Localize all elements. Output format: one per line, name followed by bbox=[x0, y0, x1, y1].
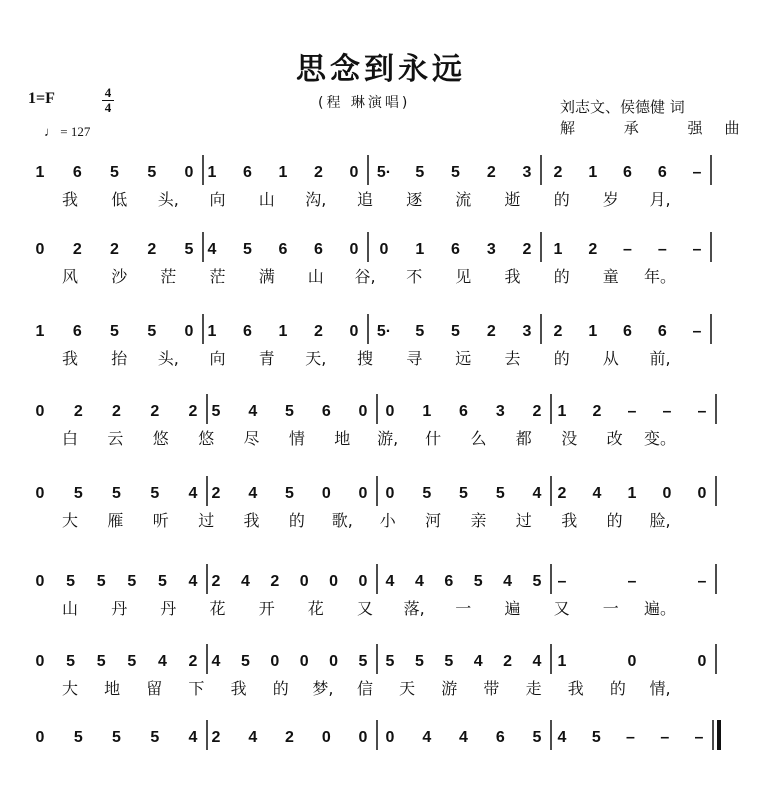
note: 5 bbox=[473, 573, 483, 590]
note: 4 bbox=[248, 729, 258, 746]
note: 6 bbox=[243, 323, 252, 340]
note: 5 bbox=[414, 653, 424, 670]
note: 5 bbox=[150, 729, 160, 746]
lyric-syllable: 茫 bbox=[160, 267, 177, 286]
note: 2 bbox=[285, 729, 294, 746]
lyric-syllable: 从 bbox=[602, 349, 619, 368]
lyric-syllable: 头, bbox=[157, 349, 179, 368]
note: 1 bbox=[278, 323, 288, 340]
lyric-syllable: 一 bbox=[455, 599, 472, 618]
note: 4 bbox=[532, 485, 542, 502]
lyric-syllable: 情 bbox=[288, 429, 305, 448]
note: 5 bbox=[358, 653, 368, 670]
note: 4 bbox=[557, 729, 567, 746]
note: 2 bbox=[503, 653, 513, 670]
lyric-syllable: 沟, bbox=[305, 190, 327, 209]
note: 4 bbox=[532, 653, 542, 670]
note: – bbox=[692, 323, 702, 340]
note: 1 bbox=[588, 164, 598, 181]
note: 0 bbox=[184, 323, 194, 340]
note: 0 bbox=[299, 573, 309, 590]
note: 4 bbox=[248, 485, 258, 502]
note: 4 bbox=[188, 485, 198, 502]
note: 2 bbox=[211, 573, 221, 590]
note: 0 bbox=[385, 403, 395, 420]
note: 2 bbox=[147, 241, 157, 258]
note: 5 bbox=[459, 485, 468, 502]
note: 0 bbox=[697, 653, 707, 670]
note: 5 bbox=[66, 573, 76, 590]
note: 2 bbox=[211, 485, 221, 502]
note: 6 bbox=[278, 241, 288, 258]
note: 1 bbox=[422, 403, 432, 420]
note: 0 bbox=[385, 485, 395, 502]
note: 1 bbox=[35, 323, 45, 340]
note: 5 bbox=[127, 653, 137, 670]
lyric-syllable: 风 bbox=[61, 267, 79, 286]
note: 1 bbox=[627, 485, 637, 502]
note: 6 bbox=[243, 164, 252, 181]
note: 2 bbox=[553, 164, 563, 181]
note: 5· bbox=[376, 323, 392, 340]
note: 5 bbox=[591, 729, 601, 746]
note: 2 bbox=[314, 323, 323, 340]
lyric-syllable: 我 bbox=[230, 679, 247, 698]
lyric-syllable: 头, bbox=[157, 190, 179, 209]
note: 5 bbox=[147, 323, 157, 340]
lyric-syllable: 的 bbox=[553, 190, 570, 209]
lyric-syllable: 都 bbox=[515, 429, 532, 448]
lyric-syllable: 逐 bbox=[406, 190, 423, 209]
note: 1 bbox=[35, 164, 45, 181]
note: – bbox=[692, 164, 702, 181]
lyric-syllable: 信 bbox=[356, 679, 374, 698]
note: 0 bbox=[321, 729, 331, 746]
lyric-syllable: 游, bbox=[377, 429, 399, 448]
note: 5 bbox=[112, 729, 121, 746]
note: 4 bbox=[473, 653, 483, 670]
note: 4 bbox=[592, 485, 602, 502]
note: 0 bbox=[358, 403, 368, 420]
lyric-syllable: 向 bbox=[209, 190, 226, 209]
lyric-syllable: 花 bbox=[307, 599, 324, 618]
lyric-syllable: 歌, bbox=[331, 511, 353, 530]
note: 0 bbox=[697, 485, 707, 502]
note: 3 bbox=[495, 403, 505, 420]
lyric-syllable: 逝 bbox=[504, 190, 521, 209]
lyric-syllable: 追 bbox=[356, 190, 374, 209]
note: 2 bbox=[532, 403, 542, 420]
lyric-syllable: 丹 bbox=[160, 599, 177, 618]
note: 2 bbox=[112, 403, 121, 420]
note: 1 bbox=[415, 241, 425, 258]
lyric-syllable: 白 bbox=[61, 429, 79, 448]
lyric-syllable: 开 bbox=[258, 599, 275, 618]
note: 0 bbox=[35, 241, 45, 258]
note: 4 bbox=[188, 729, 198, 746]
note: 5 bbox=[110, 323, 119, 340]
note: 6 bbox=[657, 323, 667, 340]
note: 6 bbox=[495, 729, 505, 746]
lyric-syllable: 的 bbox=[606, 511, 623, 530]
note: 4 bbox=[385, 573, 395, 590]
note: 5 bbox=[150, 485, 160, 502]
note: 0 bbox=[35, 573, 45, 590]
lyric-syllable: 走 bbox=[525, 679, 542, 698]
note: 0 bbox=[270, 653, 280, 670]
lyric-syllable: 地 bbox=[104, 679, 121, 698]
note: 5 bbox=[127, 573, 137, 590]
note: 1 bbox=[588, 323, 598, 340]
lyric-syllable: 又 bbox=[356, 599, 374, 618]
note: 6 bbox=[623, 164, 632, 181]
lyric-syllable: 下 bbox=[188, 679, 205, 698]
lyric-syllable: 什 bbox=[425, 429, 442, 448]
note: 5 bbox=[385, 653, 395, 670]
lyric-syllable: 抬 bbox=[111, 349, 128, 368]
note: 4 bbox=[240, 573, 250, 590]
lyric-syllable: 的 bbox=[288, 511, 305, 530]
lyricist-credit: 刘志文、侯德健 词 bbox=[560, 98, 685, 116]
note: 5· bbox=[376, 164, 392, 181]
singer-credit: (程 琳演唱) bbox=[318, 95, 411, 111]
lyric-syllable: 的 bbox=[272, 679, 289, 698]
note: 1 bbox=[278, 164, 288, 181]
lyric-syllable: 低 bbox=[111, 190, 128, 209]
lyric-syllable: 搜 bbox=[356, 349, 374, 368]
note: 0 bbox=[349, 241, 359, 258]
lyric-syllable: 脸, bbox=[649, 511, 671, 530]
lyric-syllable: 大 bbox=[61, 679, 79, 698]
note: 5 bbox=[147, 164, 157, 181]
lyric-syllable: 又 bbox=[553, 599, 570, 618]
lyric-syllable: 谷, bbox=[354, 267, 376, 286]
lyric-syllable: 没 bbox=[561, 429, 578, 448]
note: 5 bbox=[285, 485, 294, 502]
note: 2 bbox=[270, 573, 280, 590]
note: 0 bbox=[321, 485, 331, 502]
note: 6 bbox=[444, 573, 454, 590]
lyric-syllable: 丹 bbox=[111, 599, 128, 618]
note: 2 bbox=[72, 241, 82, 258]
note: 0 bbox=[349, 323, 359, 340]
note: 0 bbox=[299, 653, 309, 670]
lyric-syllable: 月, bbox=[649, 190, 671, 209]
time-signature-top: 4 bbox=[104, 85, 112, 100]
tempo-marking: ♩ = 127 bbox=[44, 124, 91, 139]
lyric-syllable: 亲 bbox=[470, 511, 487, 530]
lyric-syllable: 满 bbox=[258, 267, 275, 286]
lyric-syllable: 悠 bbox=[152, 429, 169, 448]
note: 0 bbox=[358, 729, 368, 746]
lyric-syllable: 河 bbox=[425, 511, 442, 530]
lyric-syllable: 么 bbox=[470, 429, 487, 448]
note: 2 bbox=[73, 403, 83, 420]
note: – bbox=[627, 573, 637, 590]
note: 5 bbox=[157, 573, 167, 590]
lyric-syllable: 的 bbox=[553, 349, 570, 368]
lyric-syllable: 带 bbox=[483, 679, 500, 698]
note: – bbox=[660, 729, 670, 746]
note: – bbox=[623, 241, 632, 258]
lyric-syllable: 情, bbox=[649, 679, 671, 698]
note: 5 bbox=[495, 485, 505, 502]
note: 5 bbox=[96, 573, 106, 590]
note: – bbox=[557, 573, 567, 590]
lyric-syllable: 花 bbox=[209, 599, 226, 618]
lyric-syllable: 青 bbox=[258, 349, 275, 368]
note: 4 bbox=[248, 403, 258, 420]
lyric-syllable: 游 bbox=[441, 679, 458, 698]
note: 2 bbox=[150, 403, 160, 420]
note: 4 bbox=[422, 729, 432, 746]
lyric-syllable: 地 bbox=[334, 429, 351, 448]
key-signature: 1=F bbox=[28, 90, 55, 107]
note: 0 bbox=[35, 403, 45, 420]
lyric-syllable: 小 bbox=[379, 511, 396, 530]
lyric-syllable: 遍 bbox=[504, 599, 521, 618]
lyric-syllable: 我 bbox=[61, 349, 79, 368]
note: 6 bbox=[451, 241, 460, 258]
note: 5 bbox=[415, 164, 425, 181]
note: – bbox=[657, 241, 667, 258]
note: 2 bbox=[211, 729, 221, 746]
lyric-syllable: 年。 bbox=[643, 267, 677, 286]
note: 4 bbox=[211, 653, 221, 670]
note: 6 bbox=[657, 164, 667, 181]
note: 5 bbox=[110, 164, 119, 181]
note: 2 bbox=[486, 164, 496, 181]
note: 2 bbox=[522, 241, 532, 258]
note: 1 bbox=[557, 403, 567, 420]
note: 5 bbox=[451, 164, 460, 181]
composer-credit: 解 承 强曲 bbox=[560, 119, 762, 137]
lyric-syllable: 我 bbox=[243, 511, 260, 530]
note: 4 bbox=[503, 573, 513, 590]
note: 0 bbox=[35, 653, 45, 670]
note: – bbox=[697, 573, 707, 590]
lyric-syllable: 流 bbox=[455, 190, 472, 209]
lyric-syllable: 向 bbox=[209, 349, 226, 368]
lyric-syllable: 我 bbox=[567, 679, 584, 698]
note: 0 bbox=[385, 729, 395, 746]
note: 3 bbox=[486, 241, 496, 258]
lyric-syllable: 山 bbox=[307, 267, 324, 286]
note: – bbox=[697, 403, 707, 420]
note: 5 bbox=[444, 653, 454, 670]
note: 2 bbox=[588, 241, 598, 258]
note: 5 bbox=[422, 485, 432, 502]
note: 0 bbox=[329, 573, 339, 590]
lyric-syllable: 山 bbox=[258, 190, 275, 209]
note: 6 bbox=[623, 323, 632, 340]
note: – bbox=[627, 403, 637, 420]
note: 5 bbox=[96, 653, 106, 670]
note: 2 bbox=[553, 323, 563, 340]
note: 0 bbox=[35, 485, 45, 502]
note: 2 bbox=[314, 164, 323, 181]
note: 4 bbox=[157, 653, 167, 670]
lyric-syllable: 改 bbox=[606, 429, 623, 448]
lyric-syllable: 远 bbox=[455, 349, 472, 368]
lyric-syllable: 遍。 bbox=[643, 599, 677, 618]
note: 6 bbox=[72, 164, 82, 181]
note: 4 bbox=[459, 729, 468, 746]
note: 5 bbox=[240, 653, 250, 670]
lyric-syllable: 云 bbox=[107, 429, 124, 448]
lyric-syllable: 的 bbox=[553, 267, 570, 286]
note: 1 bbox=[207, 164, 217, 181]
note: 2 bbox=[592, 403, 602, 420]
note: 5 bbox=[532, 729, 542, 746]
note: 3 bbox=[522, 164, 532, 181]
note: 2 bbox=[486, 323, 496, 340]
lyric-syllable: 茫 bbox=[209, 267, 226, 286]
lyric-syllable: 过 bbox=[198, 511, 215, 530]
lyric-syllable: 寻 bbox=[406, 349, 423, 368]
note: – bbox=[662, 403, 672, 420]
note: 5 bbox=[73, 729, 83, 746]
lyric-syllable: 岁 bbox=[602, 190, 619, 209]
note: 4 bbox=[414, 573, 424, 590]
lyric-syllable: 梦, bbox=[312, 679, 334, 698]
note: 0 bbox=[358, 485, 368, 502]
lyric-syllable: 天 bbox=[399, 679, 416, 698]
lyric-syllable: 一 bbox=[602, 599, 619, 618]
lyric-syllable: 听 bbox=[152, 511, 169, 530]
lyric-syllable: 童 bbox=[602, 267, 619, 286]
note: 0 bbox=[379, 241, 389, 258]
lyric-syllable: 落, bbox=[403, 599, 425, 618]
song-title: 思念到永远 bbox=[296, 52, 466, 87]
note: 6 bbox=[72, 323, 82, 340]
note: 5 bbox=[211, 403, 221, 420]
lyric-syllable: 天, bbox=[305, 349, 327, 368]
note: 5 bbox=[73, 485, 83, 502]
lyric-syllable: 见 bbox=[455, 267, 472, 286]
lyric-syllable: 去 bbox=[504, 349, 521, 368]
lyric-syllable: 山 bbox=[61, 599, 79, 618]
lyric-syllable: 尽 bbox=[243, 429, 260, 448]
note: – bbox=[692, 241, 702, 258]
lyric-syllable: 我 bbox=[61, 190, 79, 209]
note: 0 bbox=[329, 653, 339, 670]
lyric-syllable: 的 bbox=[609, 679, 626, 698]
lyric-syllable: 沙 bbox=[111, 267, 128, 286]
note: – bbox=[626, 729, 635, 746]
note: 4 bbox=[188, 573, 198, 590]
lyric-syllable: 悠 bbox=[198, 429, 215, 448]
note: 2 bbox=[188, 403, 198, 420]
note: 6 bbox=[321, 403, 331, 420]
lyric-syllable: 大 bbox=[61, 511, 79, 530]
note: 2 bbox=[110, 241, 119, 258]
note: 2 bbox=[188, 653, 198, 670]
note: 3 bbox=[522, 323, 532, 340]
note: 6 bbox=[314, 241, 323, 258]
time-signature-bottom: 4 bbox=[102, 100, 114, 115]
lyric-syllable: 前, bbox=[649, 349, 671, 368]
note: 5 bbox=[451, 323, 460, 340]
note: 2 bbox=[557, 485, 567, 502]
lyric-syllable: 变。 bbox=[643, 429, 677, 448]
note: 0 bbox=[662, 485, 672, 502]
note: 5 bbox=[112, 485, 121, 502]
note: 5 bbox=[415, 323, 425, 340]
lyric-syllable: 我 bbox=[504, 267, 521, 286]
note: – bbox=[694, 729, 704, 746]
note: 0 bbox=[184, 164, 194, 181]
lyric-syllable: 不 bbox=[406, 267, 423, 286]
note: 0 bbox=[627, 653, 637, 670]
lyric-syllable: 留 bbox=[146, 679, 163, 698]
lyric-syllable: 雁 bbox=[107, 511, 124, 530]
note: 1 bbox=[553, 241, 563, 258]
note: 6 bbox=[459, 403, 468, 420]
note: 0 bbox=[349, 164, 359, 181]
note: 5 bbox=[243, 241, 252, 258]
lyric-syllable: 我 bbox=[561, 511, 578, 530]
note: 5 bbox=[66, 653, 76, 670]
note: 0 bbox=[358, 573, 368, 590]
lyric-syllable: 过 bbox=[515, 511, 532, 530]
note: 5 bbox=[285, 403, 294, 420]
note: 0 bbox=[35, 729, 45, 746]
note: 5 bbox=[532, 573, 542, 590]
note: 1 bbox=[557, 653, 567, 670]
note: 1 bbox=[207, 323, 217, 340]
note: 4 bbox=[207, 241, 217, 258]
note: 5 bbox=[184, 241, 194, 258]
